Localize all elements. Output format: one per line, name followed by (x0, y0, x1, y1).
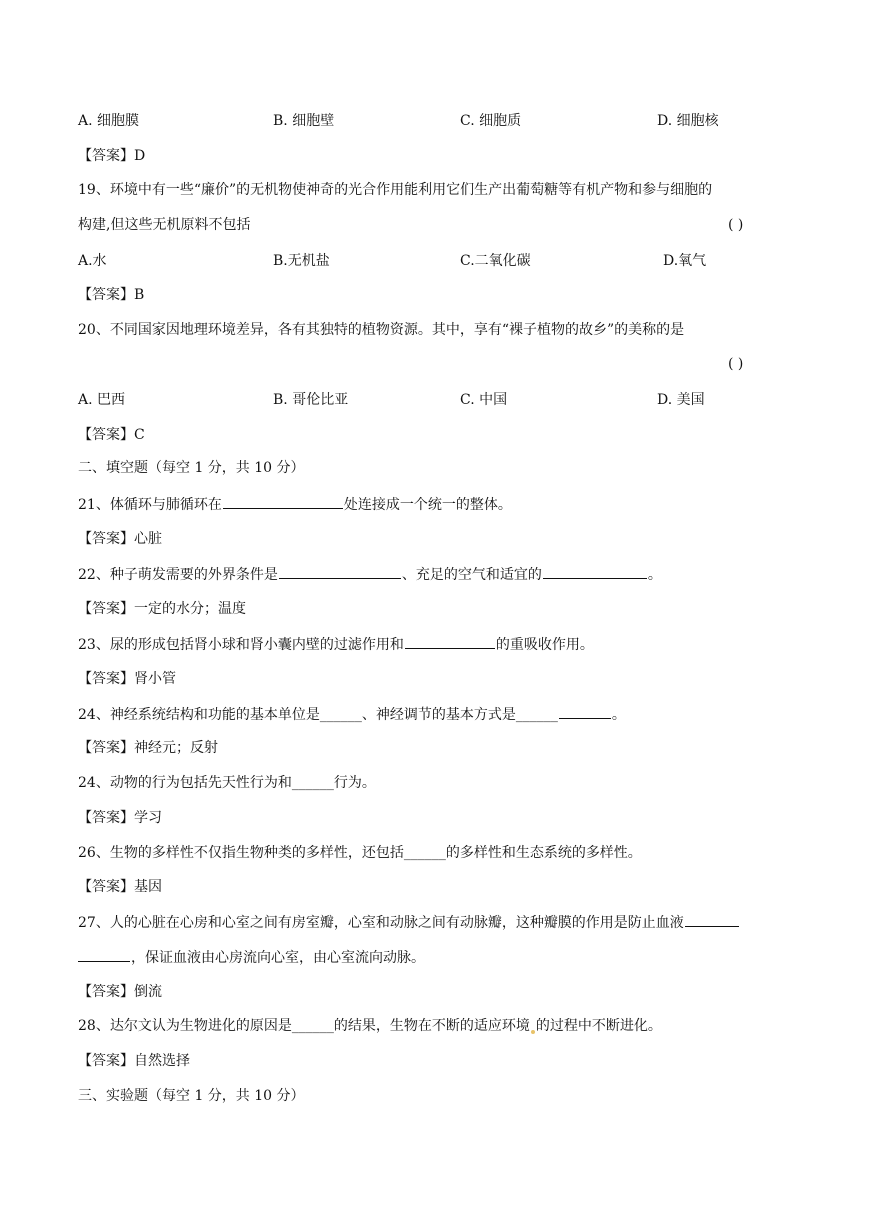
q19-question-line1: 19、环境中有一些“廉价”的无机物使神奇的光合作用能利用它们生产出葡萄糖等有机产物和参与细胞的 (78, 182, 713, 198)
q28-text-before: 28、达尔文认为生物进化的原因是______的结果，生物在不断的适应环境 (78, 1018, 530, 1034)
q22-question (78, 564, 662, 585)
q20-answer: 【答案】C (78, 427, 145, 443)
q23-answer: 【答案】肾小管 (78, 671, 176, 687)
q22-answer: 【答案】一定的水分；温度 (78, 601, 246, 617)
q19-answer: 【答案】B (78, 287, 145, 303)
q27-question-line2 (78, 947, 425, 968)
q18-option-a: A. 细胞膜 (78, 113, 140, 129)
q18-answer: 【答案】D (78, 148, 146, 164)
q27-blank-part1 (685, 912, 739, 927)
q20-option-d: D. 美国 (657, 392, 705, 408)
q23-text-before: 23、尿的形成包括肾小球和肾小囊内壁的过滤作用和 (78, 637, 404, 653)
q22-blank-1 (279, 564, 401, 579)
q27-question-line1 (78, 912, 740, 933)
q24a-text-after: 。 (611, 707, 626, 723)
edit-mark-icon (531, 1030, 535, 1034)
q18-option-d: D. 细胞核 (657, 113, 719, 129)
q19-option-c: C.二氧化碳 (460, 253, 531, 269)
q24b-question: 24、动物的行为包括先天性行为和______行为。 (78, 775, 376, 791)
q22-blank-2 (543, 564, 647, 579)
q19-option-b: B.无机盐 (273, 253, 330, 269)
q20-answer-bracket: ( ) (728, 356, 744, 372)
q21-text-after: 处连接成一个统一的整体。 (343, 497, 512, 513)
q18-option-c: C. 细胞质 (460, 113, 522, 129)
q28-answer: 【答案】自然选择 (78, 1053, 190, 1069)
q24b-answer: 【答案】学习 (78, 810, 162, 826)
q20-option-a: A. 巴西 (78, 392, 126, 408)
q19-option-d: D.氧气 (663, 253, 707, 269)
q18-option-b: B. 细胞壁 (273, 113, 335, 129)
q24a-blank (559, 704, 611, 719)
q23-question (78, 634, 594, 655)
section-2-title: 二、填空题（每空 1 分，共 10 分） (78, 460, 305, 476)
q20-question-line1: 20、不同国家因地理环境差异，各有其独特的植物资源。其中，享有“裸子植物的故乡”的美称的是 (78, 322, 685, 338)
q24a-question (78, 704, 626, 725)
q27-text-line1: 27、人的心脏在心房和心室之间有房室瓣，心室和动脉之间有动脉瓣，这种瓣膜的作用是防止血液 (78, 915, 684, 931)
q21-answer: 【答案】心脏 (78, 531, 162, 547)
q19-option-a: A.水 (78, 253, 107, 269)
q27-answer: 【答案】倒流 (78, 984, 162, 1000)
q28-question (78, 1016, 662, 1036)
q22-text-before: 22、种子萌发需要的外界条件是 (78, 567, 278, 583)
q20-option-b: B. 哥伦比亚 (273, 392, 349, 408)
q19-answer-bracket: ( ) (728, 217, 744, 233)
q22-text-middle: 、充足的空气和适宜的 (401, 567, 542, 583)
q20-option-c: C. 中国 (460, 392, 508, 408)
q27-text-line2: ，保证血液由心房流向心室，由心室流向动脉。 (131, 950, 425, 966)
q27-blank-part2 (78, 947, 130, 962)
q21-blank (223, 494, 343, 509)
q23-blank (405, 634, 495, 649)
q26-question: 26、生物的多样性不仅指生物种类的多样性，还包括______的多样性和生态系统的多样性。 (78, 845, 642, 861)
q19-question-line2: 构建,但这些无机原料不包括 (78, 217, 251, 233)
q21-question (78, 494, 512, 515)
section-3-title: 三、实验题（每空 1 分，共 10 分） (78, 1088, 305, 1104)
q22-text-after: 。 (647, 567, 662, 583)
q21-text-before: 21、体循环与肺循环在 (78, 497, 222, 513)
q26-answer: 【答案】基因 (78, 879, 162, 895)
q23-text-after: 的重吸收作用。 (495, 637, 594, 653)
q24a-answer: 【答案】神经元；反射 (78, 740, 218, 756)
q28-text-after: 的过程中不断进化。 (535, 1018, 662, 1034)
q24a-text-before: 24、神经系统结构和功能的基本单位是______、神经调节的基本方式是______ (78, 707, 558, 723)
